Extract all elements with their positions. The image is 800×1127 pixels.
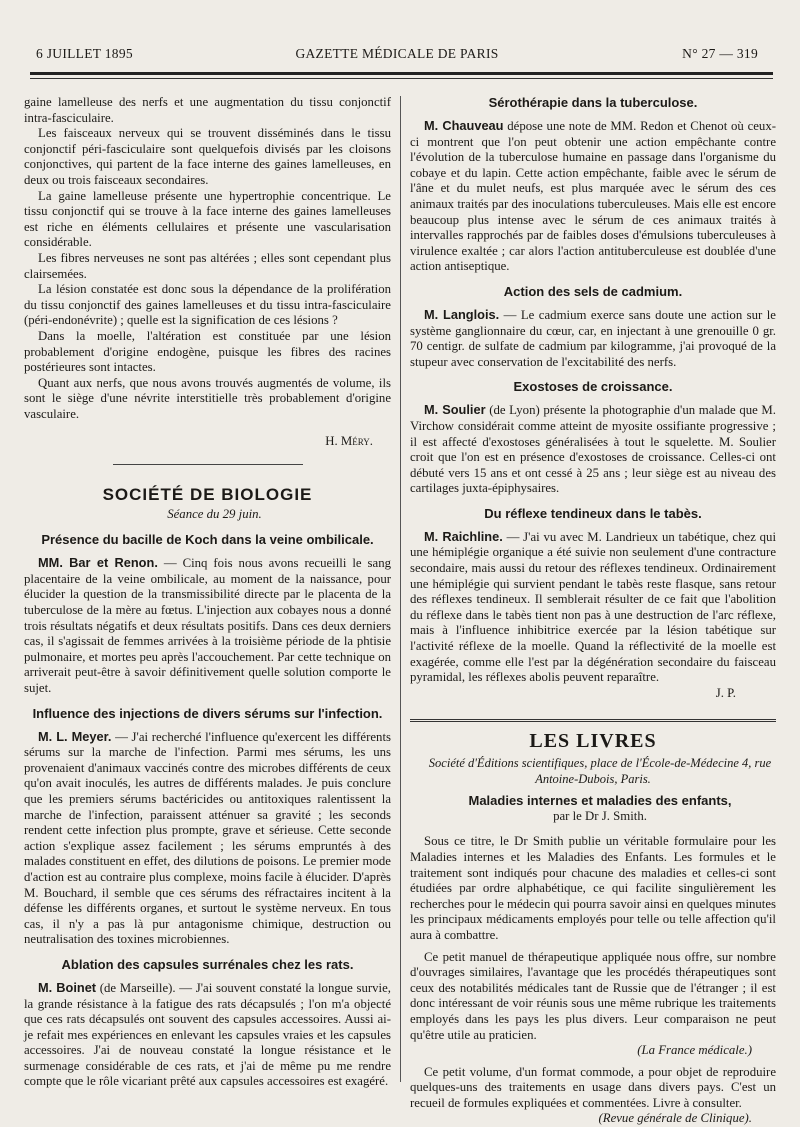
books-title: LES LIVRES (529, 730, 657, 753)
header-page-number: N° 27 — 319 (682, 46, 758, 61)
header-rule-thin (30, 78, 773, 79)
paragraph (410, 307, 776, 370)
paragraph-text: — Le cadmium exerce sans doute une action sur le système ganglionnaire du cœur, car, en injectant à une grenouille 0 gr. 70 centigr. de sulfate de cadmium par kilogramme, j'ai provoqué de la stupeur avec conservation de l'excitabilité des nerfs. (410, 307, 776, 369)
paragraph (410, 118, 776, 275)
paragraph (24, 555, 391, 696)
paragraph: gaine lamelleuse des nerfs et une augmentation du tissu conjonctif intra-fasciculaire. (24, 95, 391, 125)
speaker-name: M. Boinet (38, 979, 97, 995)
paragraph-text: dépose une note de MM. Redon et Chenot où ceux-ci montrent que l'on peut obtenir une action empêchante contre l'évolution de la tuberculose humaine en passage dans l'organisme du cobaye et du lapin. Cette action empêchante, faible avec le sérum de l'âne et du mulet neufs, est plus marquée avec le sérum des ces animaux traités par des inoculations tuberculeuses. Mais elle est encore beaucoup plus intense avec le sérum de ces animaux traités à intervalles rapprochés par de faibles doses d'émulsions tuberculeuses à virulence exaltée ; car alors l'action antituberculeuse est doublée d'une action antiseptique. (410, 119, 776, 274)
paragraph-text: (de Lyon) présente la photographie d'un malade que M. Virchow considérait comme atteint de myosite ossifiante progressive ; il est affecté d'exostoses généralisées à tout le squelette. M. Soulier croit que l'on est en présence d'exostoses de croissance. Celles-ci ont débuté vers 15 ans et ont cessé à 25 ans ; leur siège est au niveau des cartilages juxta-épiphysaires. (410, 403, 776, 496)
paragraph-text: — Cinq fois nous avons recueilli le sang placentaire de la veine ombilicale, au moment de la naissance, pour élucider la question de la transmissibilité directe par le placenta de la tuberculose de la mère au fœtus. L'injection aux cobayes nous a donné trois résultats négatifs et deux résultats positifs. Dans ces deux derniers cas, il s'agissait de femmes arrivées à la troisième période de la phtisie pulmonaire, et mortes peu après l'accouchement. Par cette technique on arriverait peut-être à savoir définitivement quelle solution comporte le sujet. (24, 556, 391, 695)
speaker-name: M. Langlois. (424, 306, 500, 322)
paragraph: Quant aux nerfs, que nous avons trouvés augmentés de volume, ils sont le siège d'une névrite interstitielle très probablement d'origine vasculaire. (24, 375, 391, 421)
paragraph: Ce petit manuel de thérapeutique appliquée nous offre, sur nombre d'ouvrages similaires, l'avantage que les procédés thérapeutiques sont ceux des notabilités médicales tant de Russie que de l'étranger ; il est donc intéressant de voir réunis sous une même rubrique les traitements employés dans les pays les plus divers. Leur comparaison ne peut qu'être utile au praticien. (410, 949, 776, 1042)
paragraph (410, 402, 776, 497)
section-heading: Du réflexe tendineux dans le tabès. (484, 505, 702, 521)
speaker-name: M. Chauveau (424, 118, 504, 133)
paragraph: Sous ce titre, le Dr Smith publie un véritable formulaire pour les Maladies internes et les Maladies des Enfants. Les formules et le traitement sont indiqués pour chacune des maladies et celles-ci sont étudiées par ordre alphabétique, ce qui facilite singulièrement les recherches pour le médecin qui pourra savoir ainsi en quelques minutes les principaux médicaments employés pour telle ou telle affection qu'il aura à combattre. (410, 834, 777, 942)
author-signature: H. Méry. (325, 434, 373, 449)
header-rule-thick (30, 72, 773, 75)
speaker-name: MM. Bar et Renon. (38, 555, 158, 571)
source-citation: (Revue générale de Clinique). (598, 1111, 752, 1126)
speaker-name: M. Soulier (424, 402, 486, 418)
section-rule (113, 464, 303, 465)
paragraph: Dans la moelle, l'altération est constituée par une lésion probablement d'origine endogène, puisque les fibres des racines postérieures sont intactes. (24, 328, 391, 375)
speaker-name: M. L. Meyer. (38, 728, 112, 744)
society-title: SOCIÉTÉ DE BIOLOGIE (102, 485, 313, 505)
column-divider (400, 96, 401, 1082)
paragraph: Ce petit volume, d'un format commode, a pour objet de reproduire quelques-uns des traitements en usage dans divers pays. C'est un recueil de formules expliquées et commentées. Livre à consulter. (410, 1064, 776, 1110)
paragraph: Les faisceaux nerveux qui se trouvent disséminés dans le tissu conjonctif péri-fasciculaire sont quelquefois divisés par les cloisons conjonctives, qui partent de la face interne des gaines lamelleuses, en deux ou trois faisceaux secondaires. (24, 126, 391, 187)
paragraph (410, 529, 776, 686)
section-heading: Influence des injections de divers sérums sur l'infection. (32, 705, 383, 721)
paragraph (24, 980, 391, 1090)
source-citation: (La France médicale.) (637, 1043, 752, 1058)
header-title: GAZETTE MÉDICALE DE PARIS (295, 46, 499, 61)
section-rule (410, 719, 776, 722)
left-column (24, 95, 391, 1090)
paragraph-text: — J'ai vu avec M. Landrieux un tabétique, chez qui une hémiplégie organique a été suivie non seulement d'une contracture secondaire, mais aussi du retour des réflexes tendineux. Ordinairement une hémiplégie qui survient pendant le tabès reste flasque, sans retour des réflexes tendineux. Il semblerait résulter de ce fait que l'abolition du réflexe dans le tabès tient non pas à une destruction de l'arc réflexe, mais à l'influence inhibitrice exercée par la lésion tabétique sur l'activité réflexe de la moelle. Quand la réflectivité de la moelle est exagérée, comme elle l'est par la dégénération secondaire du faisceau pyramidal, les réflexes abolis peuvent reparaître. (410, 529, 777, 685)
paragraph: Les fibres nerveuses ne sont pas altérées ; elles sont cependant plus clairsemées. (24, 250, 391, 281)
book-title: Maladies internes et maladies des enfants, (468, 793, 732, 809)
book-author: par le Dr J. Smith. (553, 808, 647, 823)
section-heading: Présence du bacille de Koch dans la veine ombilicale. (41, 532, 374, 548)
publisher-line: Société d'Éditions scientifiques, place de l'École-de-Médecine 4, rue Antoine-Dubois, Paris. (428, 756, 772, 786)
paragraph: La lésion constatée est donc sous la dépendance de la prolifération du tissu conjonctif des gaines lamelleuses et du tissu intra-fasciculaire (péri-endonévrite) ; quelle est la signification de ces lésions ? (24, 282, 391, 328)
section-heading: Sérothérapie dans la tuberculose. (488, 95, 698, 110)
speaker-name: M. Raichline. (424, 528, 503, 544)
header-date: 6 JUILLET 1895 (36, 46, 133, 61)
paragraph (24, 729, 391, 948)
paragraph-text: — J'ai recherché l'influence qu'exercent les différents sérums sur la marche de l'infection. Parmi mes sérums, les uns provenaient d'animaux vaccinés contre des microbes différents de ceux qu'on avait inoculés, les autres de différents malades. Je puis conclure que les premiers sérums bactéricides ou antitoxiques ralentissent la marche de l'infection, paraissent atténuer sa gravité ; les seconds rendent cette infection plus prompte, grave et sérieuse. Cette seconde action s'explique assez facilement ; les sérums empruntés à des malades constituent en effet, des dilutions de poisons. Le premier mode d'action est au contraire plus complexe, moins facile à élucider. D'après M. Bouchard, il semble que ces sérums des réfractaires incitent à la défense les différents organes, et surtout le système nerveux. En tous cas, il n'y a pas là pur antagonisme chimique, destruction ou neutralisation des toxines microbiennes. (24, 729, 391, 947)
section-heading: Exostoses de croissance. (513, 379, 673, 395)
section-heading: Ablation des capsules surrénales chez les rats. (61, 956, 354, 972)
author-signature: J. P. (715, 685, 736, 700)
section-heading: Action des sels de cadmium. (503, 283, 683, 299)
right-column (410, 95, 776, 1127)
paragraph: La gaine lamelleuse présente une hypertrophie concentrique. Le tissu conjonctif qui se trouve à la face interne des gaines lamelleuses est riche en éléments cellulaires et présente une vascularisation considérable. (24, 188, 391, 250)
books-section (410, 719, 776, 1127)
session-date: Séance du 29 juin. (167, 506, 262, 521)
paragraph-text: (de Marseille). — J'ai souvent constaté la longue survie, la grande résistance à la fatigue des rats décapsulés ; l'on m'a objecté que ces rats décapsulés ont souvent des capsules accessoires. Aussi ai-je refait mes expériences en enlevant les capsules vraies et les capsules accessoires. J'ai de nouveau constaté la longue résistance et le surmenage considérable de ces rats, et j'ai de même pu me rendre compte que le rôle vicariant prêté aux capsules accessoires est exagéré. (24, 980, 391, 1089)
